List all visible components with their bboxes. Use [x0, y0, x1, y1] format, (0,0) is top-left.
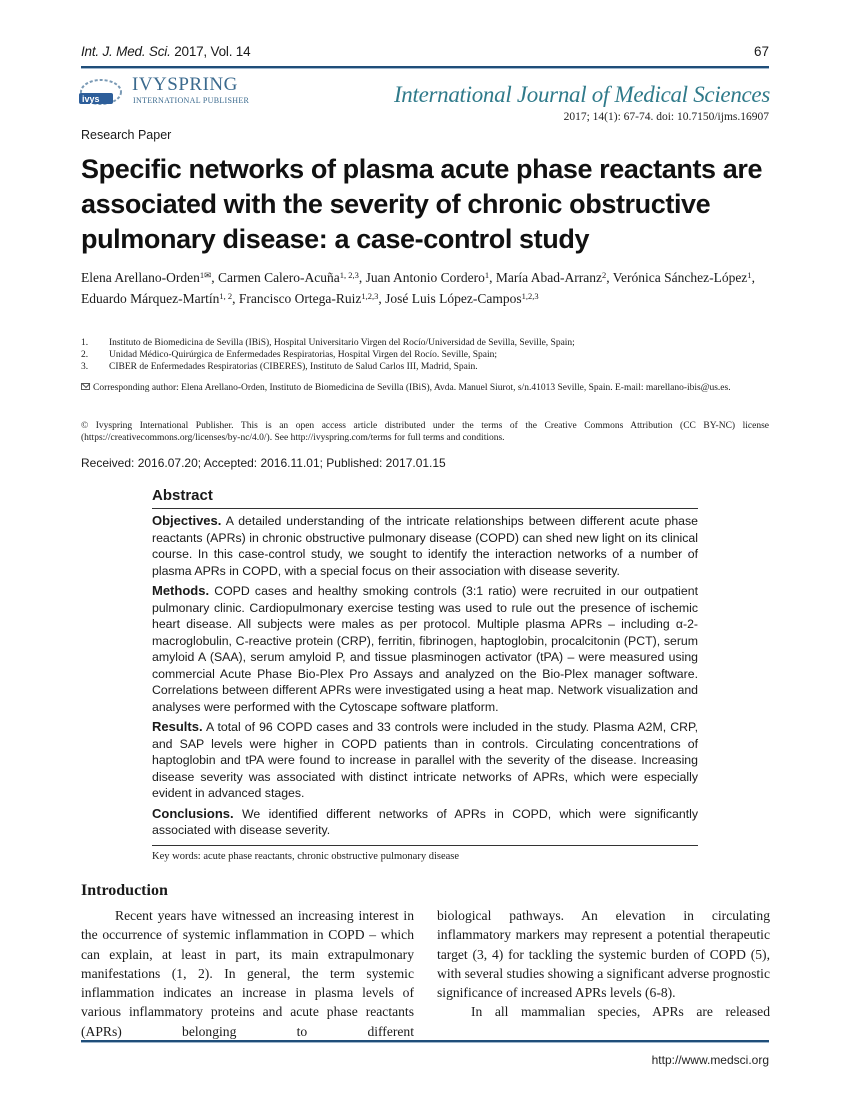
- body-column-right: [437, 906, 770, 1022]
- page-number: 67: [753, 44, 769, 59]
- journal-name: International Journal of Medical Sciences: [393, 82, 770, 107]
- article-title: Specific networks of plasma acute phase reactants are associated with the severity of chronic obstructive pulmonary disease: a case-control study: [81, 154, 763, 254]
- abstract-rule: [152, 845, 698, 846]
- abstract-results: Results. A total of 96 COPD cases and 33 controls were included in the study. Plasma A2M, CRP, and SAP levels were higher in COPD patients than in controls. Circulating concentrations of haptoglobin and tPA were found to increase in parallel with the severity of the disease. Increasing disease severity was associated with distinct intricate networks of APRs, which were especially evident in advanced stages.: [152, 719, 698, 800]
- affiliation-list: [81, 337, 771, 373]
- article-type: Research Paper: [81, 128, 172, 142]
- abstract-conclusions: Conclusions. We identified different networks of APRs in COPD, which were significantly associated with disease severity.: [152, 805, 698, 837]
- body-paragraph: In all mammalian species, APRs are released: [471, 1004, 770, 1020]
- ivyspring-logo-icon: [77, 76, 125, 108]
- footer-rule: [81, 1040, 769, 1043]
- abstract-methods: Methods. COPD cases and healthy smoking controls (3:1 ratio) were recruited in our outpatient pulmonary clinic. Cardiopulmonary exercise testing was used to rule out the presence of ischemic heart disease. All subjects were males as per protocol. Multiple plasma APRs – including α-2-macroglobulin, C-reactive protein (CRP), ferritin, fibrinogen, haptoglobin, procalcitonin (PCT), serum amyloid A (SAA), serum amyloid P, and tissue plasminogen activator (tPA) – were measured using commercial Acute Phase Bio-Plex Pro Assays and analyzed on the Bio-Plex manager software. Correlations between different APRs were investigated using a heat map. Network visualization and analyses were performed with the Cytoscape software platform.: [152, 583, 698, 714]
- publisher-logo: [77, 74, 277, 110]
- abstract-heading: Abstract: [152, 487, 698, 509]
- article-citation: 2017; 14(1): 67-74. doi: 10.7150/ijms.16907: [563, 111, 769, 123]
- abstract: [152, 487, 698, 862]
- envelope-icon: [81, 383, 90, 390]
- author: Carmen Calero-Acuña$^{1, 2,3}$: [217, 270, 359, 285]
- header-rule: [81, 66, 769, 69]
- affiliation: 3. CIBER de Enfermedades Respiratorias (CIBERES), Instituto de Salud Carlos III, Madrid, Spain.: [81, 362, 478, 372]
- abstract-objectives: Objectives. A detailed understanding of the intricate relationships between different acute phase reactants (APRs) in chronic obstructive pulmonary disease (COPD) can shed new light on its clinical course. In this case-control study, we sought to identify the interaction networks of a number of plasma APRs in COPD, with a special focus on their association with disease severity.: [152, 513, 698, 578]
- affiliation: 2. Unidad Médico-Quirúrgica de Enfermedades Respiratorias, Hospital Virgen del Rocío. Seville, Spain;: [81, 350, 498, 360]
- publisher-name: IVYSPRING: [132, 74, 238, 95]
- body-paragraph: Recent years have witnessed an increasing interest in the occurrence of systemic inflammation in COPD – which can explain, at least in part, its main extrapulmonary manifestations (1, 2). In general, the term systemic inflammation indicates an increase in plasma levels of various inflammatory proteins and acute phase reactants (APRs) belonging to different: [81, 908, 414, 1039]
- author: José Luis López-Campos$^{1,2,3}$: [385, 291, 539, 306]
- author: Francisco Ortega-Ruiz$^{1,2,3}$: [238, 291, 379, 306]
- author: Juan Antonio Cordero$^1$: [365, 270, 490, 285]
- svg-text:ivys: ivys: [82, 94, 100, 104]
- body-paragraph: biological pathways. An elevation in circulating inflammatory markers may represent a potential therapeutic target (3, 4) for tackling the systemic burden of COPD (5), with several studies showing a significant adverse prognostic significance of increased APRs levels (6-8).: [437, 908, 770, 1001]
- publication-dates: Received: 2016.07.20; Accepted: 2016.11.01; Published: 2017.01.15: [81, 456, 446, 470]
- body-column-left: [81, 906, 414, 1041]
- author: Verónica Sánchez-López$^1$: [612, 270, 752, 285]
- license-notice: © Ivyspring International Publisher. This is an open access article distributed under the terms of the Creative Commons Attribution (CC BY-NC) license (https://creativecommons.org/licenses/by-nc/4.0/). See http://ivyspring.com/terms for full terms and conditions.: [81, 421, 769, 443]
- journal-website-link[interactable]: http://www.medsci.org: [651, 1053, 769, 1067]
- keywords: Key words: acute phase reactants, chronic obstructive pulmonary disease: [152, 850, 460, 862]
- author: Elena Arellano-Orden$^{1✉}$: [81, 270, 212, 285]
- author: María Abad-Arranz$^2$: [495, 270, 607, 285]
- corresponding-author: Corresponding author: Elena Arellano-Orden, Instituto de Biomedicina de Sevilla (IBiS), Avda. Manuel Siurot, s/n.41013 Seville, Spain. E-mail: marellano-ibis@us.es.: [81, 381, 769, 395]
- running-head: [81, 44, 769, 64]
- author-list: Elena Arellano-Orden$^{1✉}$, Carmen Calero-Acuña$^{1, 2,3}$, Juan Antonio Cordero$^1$, María Abad-Arranz$^2$, Verónica Sánchez-López$^1$, Eduardo Márquez-Martín$^{1, 2}$, Francisco Ortega-Ruiz$^{1,2,3}$, José Luis López-Campos$^{1,2,3}$: [81, 270, 755, 306]
- author: Eduardo Márquez-Martín$^{1, 2}$: [81, 291, 233, 306]
- introduction-heading: Introduction: [81, 882, 168, 899]
- publisher-subtitle: INTERNATIONAL PUBLISHER: [133, 96, 250, 105]
- affiliation: 1. Instituto de Biomedicina de Sevilla (IBiS), Hospital Universitario Virgen del Rocío/Universidad de Sevilla, Seville, Spain;: [81, 338, 575, 348]
- journal-citation-header: Int. J. Med. Sci. 2017, Vol. 14: [81, 44, 251, 59]
